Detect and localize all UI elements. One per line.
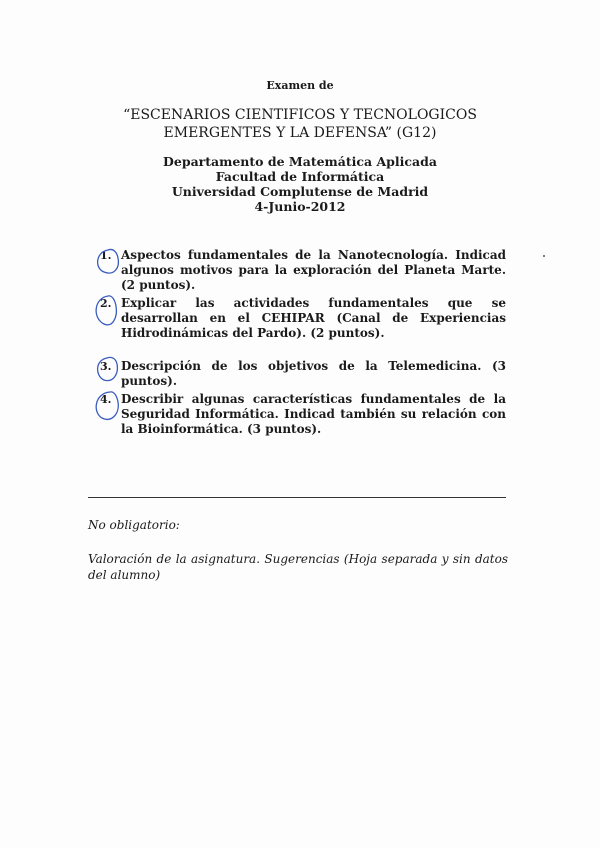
- course-title-line-2: EMERGENTES Y LA DEFENSA” (G12): [163, 125, 437, 141]
- university-name: Universidad Complutense de Madrid: [171, 184, 429, 199]
- question-1: Aspectos fundamentales de la Nanotecnología. Indicad algunos motivos para la exploración del Planeta Marte. (2 puntos).: [121, 248, 506, 292]
- course-title-line-1: “ESCENARIOS CIENTIFICOS Y TECNOLOGICOS: [123, 107, 477, 123]
- faculty-name: Facultad de Informática: [215, 169, 385, 184]
- optional-heading: No obligatorio:: [88, 518, 180, 532]
- separator-line: [88, 497, 506, 498]
- question-number-1: 1.: [100, 249, 112, 262]
- question-number-2: 2.: [100, 297, 112, 310]
- exam-label: Examen de: [266, 79, 334, 92]
- question-2: Explicar las actividades fundamentales que se desarrollan en el CEHIPAR (Canal de Experiencias Hidrodinámicas del Pardo). (2 puntos).: [121, 296, 506, 340]
- course-title: [0, 106, 600, 142]
- question-number-4: 4.: [100, 393, 112, 406]
- question-4: Describir algunas características fundamentales de la Seguridad Informática. Indicad también su relación con la Bioinformática. (3 puntos).: [121, 392, 506, 436]
- optional-note: Valoración de la asignatura. Sugerencias (Hoja separada y sin datos del alumno): [88, 552, 508, 582]
- department-name: Departamento de Matemática Aplicada: [163, 154, 437, 169]
- institution-block: [0, 154, 600, 214]
- question-number-3: 3.: [100, 360, 112, 373]
- ink-dot: [543, 255, 545, 257]
- exam-date: 4-Junio-2012: [254, 199, 346, 214]
- question-3: Descripción de los objetivos de la Telemedicina. (3 puntos).: [121, 359, 506, 388]
